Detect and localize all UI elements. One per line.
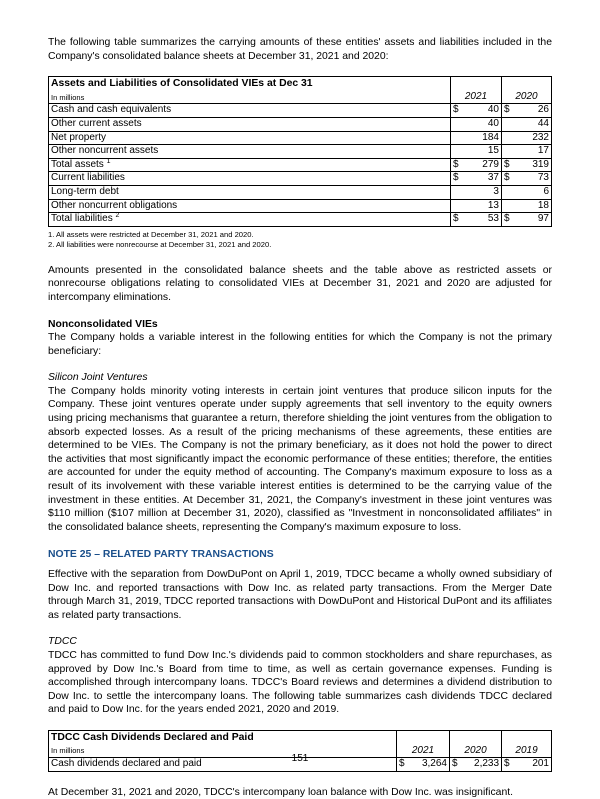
document-page bbox=[48, 36, 552, 799]
year-header: 2020 bbox=[449, 745, 501, 758]
silicon-jv-subheading: Silicon Joint Ventures bbox=[48, 372, 148, 384]
vie-table-footnotes bbox=[48, 230, 552, 250]
table-row-total-liabilities: Total liabilities $^2$ $ 53 $ 97 bbox=[49, 213, 552, 227]
vie-table bbox=[48, 76, 552, 227]
dividend-table-units: In millions bbox=[49, 745, 397, 758]
table-row-total-assets: Total assets $^1$ $ 279 $ 319 bbox=[49, 158, 552, 172]
table-row: Other current assets 40 44 bbox=[49, 117, 552, 131]
vie-table-title: Assets and Liabilities of Consolidated VIEs at Dec 31 bbox=[49, 77, 451, 91]
silicon-jv-body: The Company holds minority voting interests in certain joint ventures that produce silicon inputs for the Company. These joint ventures operate under supply agreements that sell inventory to the equity owners using pricing mechanisms that guarantee a return, therefore shielding the joint ventures from the obligation to absorb expected losses. As a result of the pricing mechanisms of these agreements, these entities are determined to be VIEs. The Company is not the primary beneficiary, as it does not hold the power to direct the activities that most significantly impact the economic performance of these entities; therefore, the entities are accounted for under the equity method of accounting. The Company's maximum exposure to loss as a result of its involvement with these variable interest entities is determined to be the carrying value of the investment in these entities. At December 31, 2021, the Company's investment in these joint ventures was $110 million ($107 million at December 31, 2020), classified as "Investment in nonconsolidated affiliates" in the consolidated balance sheets, representing the Company's maximum exposure to loss. bbox=[48, 385, 552, 533]
vie-table-units: In millions bbox=[49, 91, 451, 104]
note-25-heading: NOTE 25 – RELATED PARTY TRANSACTIONS bbox=[48, 549, 274, 561]
intro-paragraph: The following table summarizes the carrying amounts of these entities' assets and liabilities included in the Company's consolidated balance sheets at December 31, 2021 and 2020: bbox=[48, 37, 552, 62]
page-number: 151 bbox=[291, 753, 309, 764]
footnote-2: 2. All liabilities were nonrecourse at December 31, 2021 and 2020. bbox=[48, 239, 272, 249]
closing-paragraph: At December 31, 2021 and 2020, TDCC's intercompany loan balance with Dow Inc. was insignificant. bbox=[48, 786, 513, 798]
footnote-ref: 1 bbox=[106, 157, 111, 165]
table-row: Long-term debt 3 6 bbox=[49, 185, 552, 199]
year-header: 2020 bbox=[501, 91, 551, 104]
table-row: Other noncurrent obligations 13 18 bbox=[49, 199, 552, 213]
footnote-1: 1. All assets were restricted at December 31, 2021 and 2020. bbox=[48, 229, 254, 239]
table-row: Net property 184 232 bbox=[49, 131, 552, 145]
year-header: 2021 bbox=[450, 91, 501, 104]
year-header: 2021 bbox=[396, 745, 449, 758]
amounts-paragraph: Amounts presented in the consolidated balance sheets and the table above as restricted assets or nonrecourse obligations relating to consolidated VIEs at December 31, 2021 and 2020 are adjusted for intercompany eliminations. bbox=[48, 264, 552, 303]
footnote-ref: 2 bbox=[115, 212, 120, 220]
year-header: 2019 bbox=[502, 745, 552, 758]
table-row: Current liabilities $ 37 $ 73 bbox=[49, 172, 552, 186]
tdcc-body: TDCC has committed to fund Dow Inc.'s dividends paid to common stockholders and share repurchases, as approved by Dow Inc.'s Board from time to time, as well as certain governance expenses. Funding is accomplished through intercompany loans. TDCC's Board reviews and determines a dividend distribution to Dow Inc. to settle the intercompany loans. The following table summarizes cash dividends TDCC declared and paid to Dow Inc. for the years ended 2021, 2020 and 2019. bbox=[48, 649, 552, 716]
table-row: Cash dividends declared and paid $ 3,264 $ 2,233 $ 201 bbox=[49, 758, 552, 772]
nonconsolidated-heading: Nonconsolidated VIEs bbox=[48, 318, 158, 330]
dividend-table-title-row bbox=[49, 730, 552, 744]
note-25-text: Effective with the separation from DowDuPont on April 1, 2019, TDCC became a wholly owned subsidiary of Dow Inc. and reported transactions with Dow Inc. as related party transactions. From the Merger Date through March 31, 2019, TDCC reported transactions with DowDuPont and Historical DuPont and its affiliates as related party transactions. bbox=[48, 569, 552, 621]
dividend-table-title: TDCC Cash Dividends Declared and Paid bbox=[49, 730, 397, 744]
tdcc-subheading: TDCC bbox=[48, 636, 77, 648]
vie-table-units-row bbox=[49, 91, 552, 104]
vie-table-title-row bbox=[49, 77, 552, 91]
table-row: Cash and cash equivalents $ 40 $ 26 bbox=[49, 104, 552, 118]
nonconsolidated-text: The Company holds a variable interest in the following entities for which the Company is not the primary beneficiary: bbox=[48, 332, 552, 357]
table-row: Other noncurrent assets 15 17 bbox=[49, 145, 552, 159]
